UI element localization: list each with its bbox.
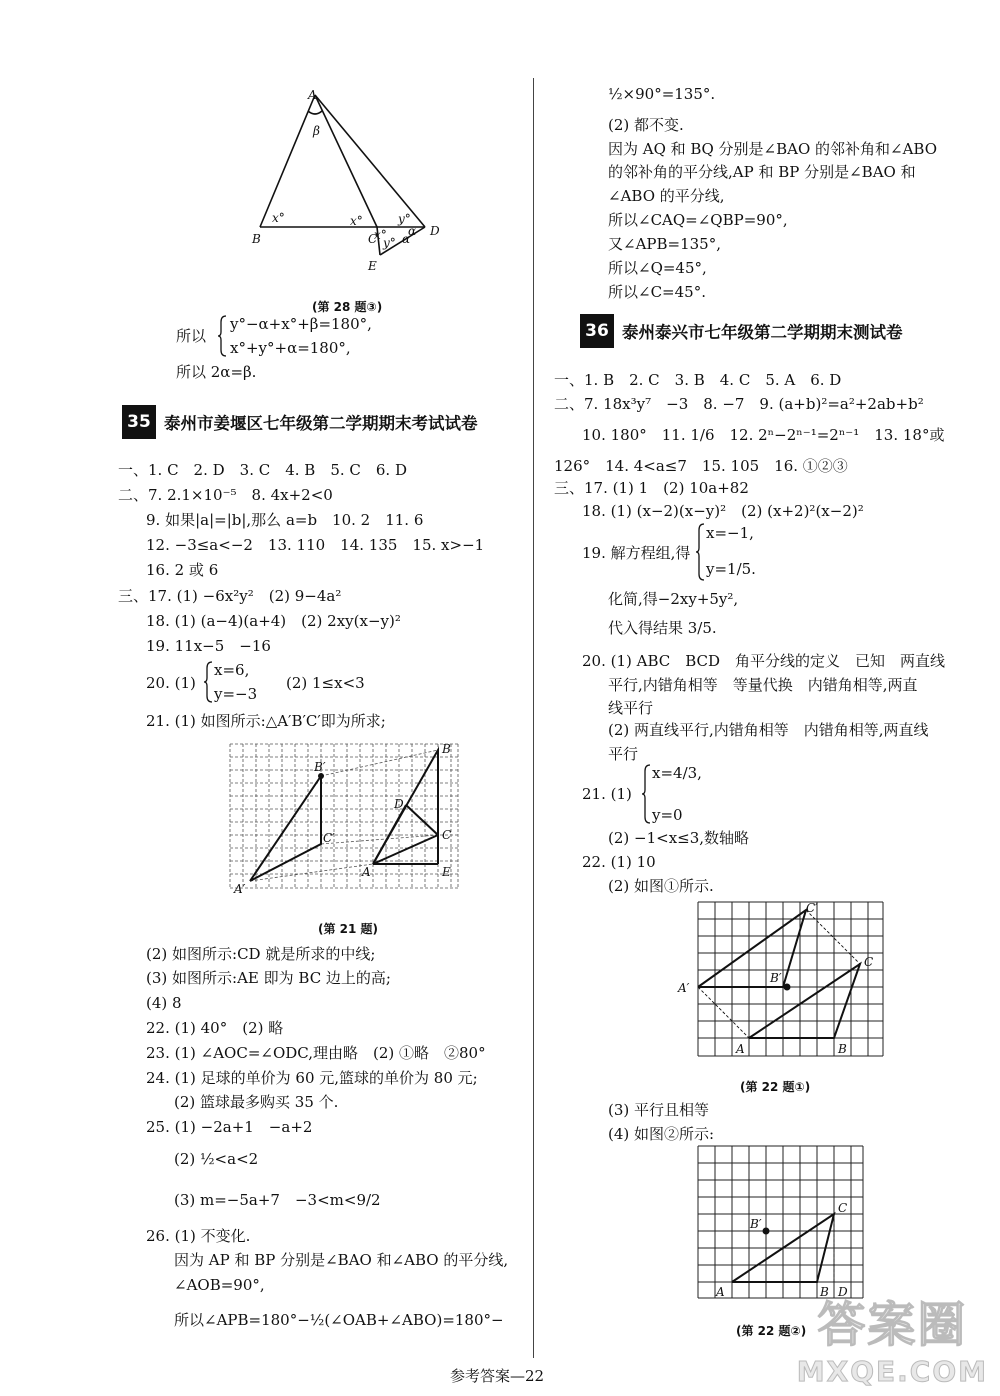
answer-line: 20. (1) [146, 674, 196, 692]
system-line-1: x=4/3, [652, 764, 702, 782]
label-alpha1: α [408, 224, 417, 238]
label-B: B [820, 1285, 829, 1299]
section-36-number: 36 [580, 314, 614, 348]
system-line-1: x=6, [214, 661, 250, 679]
label-C-prime: C′ [806, 901, 818, 915]
label-x1: x° [272, 211, 285, 225]
brace [696, 522, 706, 582]
answer-line: 23. (1) ∠AOC=∠ODC,理由略 (2) ①略 ②80° [146, 1044, 486, 1062]
label-D: D [394, 797, 404, 811]
answer-line: 平行,内错角相等 等量代换 内错角相等,两直 [608, 676, 918, 694]
label-y1: y° [398, 212, 411, 226]
answer-line: (3) 平行且相等 [608, 1101, 710, 1119]
watermark-top: 答案圈 [817, 1297, 968, 1353]
section-35-number: 35 [122, 405, 156, 439]
label-B: B [252, 232, 261, 246]
answer-line: 所以∠Q=45°, [608, 259, 707, 277]
answer-line: (2) 篮球最多购买 35 个. [174, 1093, 339, 1111]
label-alpha2: α [402, 232, 411, 246]
column-divider [533, 78, 534, 1358]
label-C: C [864, 955, 874, 969]
label-x3: x° [374, 228, 387, 242]
answer-line: 12. −3≤a<−2 13. 110 14. 135 15. x>−1 [146, 536, 485, 554]
answer-line: 又∠APB=135°, [608, 235, 721, 253]
label-D: D [838, 1285, 848, 1299]
answer-line: (2) 两直线平行,内错角相等 内错角相等,两直线 [608, 721, 929, 739]
answer-line: 22. (1) 10 [582, 853, 656, 871]
answer-line: 19. 解方程组,得 [582, 544, 691, 562]
system-line-1: x=−1, [706, 524, 754, 542]
section-36-title: 泰州泰兴市七年级第二学期期末测试卷 [622, 323, 903, 342]
label-A-prime: A′ [678, 981, 690, 995]
answer-line: 化简,得−2xy+5y², [608, 590, 739, 608]
answer-line: 所以∠APB=180°−½(∠OAB+∠ABO)=180°− [174, 1311, 504, 1329]
system-line-2: y=0 [652, 806, 683, 824]
label-A: A [362, 865, 371, 879]
label-C: C [442, 828, 452, 842]
section-35-title: 泰州市姜堰区七年级第二学期期末考试试卷 [164, 414, 478, 433]
answer-line: (4) 8 [146, 994, 182, 1012]
answer-line: 9. 如果|a|=|b|,那么 a=b 10. 2 11. 6 [146, 511, 424, 529]
label-C-prime: C′ [323, 831, 335, 845]
answer-line: 因为 AP 和 BP 分别是∠BAO 和∠ABO 的平分线, [174, 1251, 509, 1269]
brace [218, 314, 228, 358]
label-A: A [716, 1285, 725, 1299]
answer-line: 一、1. B 2. C 3. B 4. C 5. A 6. D [554, 371, 842, 389]
watermark-bottom: MXQE.COM [796, 1355, 988, 1388]
eq-conclusion: 所以 2α=β. [176, 363, 257, 381]
eq-prefix: 所以 [176, 327, 207, 345]
label-B-prime: B′ [750, 1217, 762, 1231]
fig22b-caption: (第 22 题②) [736, 1324, 807, 1338]
answer-line: 126° 14. 4<a≤7 15. 105 16. ①②③ [554, 457, 848, 475]
answer-line: 的邻补角的平分线,AP 和 BP 分别是∠BAO 和 [608, 163, 916, 181]
answer-line: 22. (1) 40° (2) 略 [146, 1019, 284, 1037]
answer-line: ∠ABO 的平分线, [608, 187, 725, 205]
answer-line: (2) 都不变. [608, 116, 684, 134]
label-E: E [442, 865, 451, 879]
answer-line: 20. (1) ABC BCD 角平分线的定义 已知 两直线 [582, 652, 946, 670]
answer-line: 代入得结果 3/5. [608, 619, 717, 637]
answer-line: ½×90°=135°. [608, 85, 716, 103]
label-E: E [368, 259, 377, 273]
answer-line: 18. (1) (a−4)(a+4) (2) 2xy(x−y)² [146, 612, 401, 630]
label-B: B [838, 1042, 847, 1056]
label-x2: x° [350, 214, 363, 228]
answer-line: 因为 AQ 和 BQ 分别是∠BAO 的邻补角和∠ABO [608, 140, 938, 158]
figure-22-2 [698, 1146, 868, 1306]
section-36-header [580, 314, 903, 348]
system-line-2: y=−3 [214, 685, 258, 703]
label-B-prime: B′ [770, 971, 782, 985]
answer-line: 二、7. 18x³y⁷ −3 8. −7 9. (a+b)²=a²+2ab+b² [554, 395, 924, 413]
brace [642, 763, 652, 825]
label-C: C [838, 1201, 848, 1215]
answer-line: 线平行 [608, 699, 654, 717]
label-B: B [442, 742, 451, 756]
figure-22-1 [680, 900, 890, 1060]
eq-line-2: x°+y°+α=180°, [230, 339, 351, 357]
eq-line-1: y°−α+x°+β=180°, [230, 315, 372, 333]
label-B-prime: B′ [314, 760, 326, 774]
answer-line: 10. 180° 11. 1/6 12. 2ⁿ−2ⁿ⁻¹=2ⁿ⁻¹ 13. 18°或 [582, 426, 945, 444]
answer-line: 25. (1) −2a+1 −a+2 [146, 1118, 313, 1136]
answer-line: (4) 如图②所示: [608, 1125, 715, 1143]
answer-line: 所以∠CAQ=∠QBP=90°, [608, 211, 788, 229]
right-column [540, 0, 1000, 1396]
label-A: A [308, 88, 317, 102]
page-footer: 参考答案—22 [450, 1367, 545, 1385]
label-A: A [736, 1042, 745, 1056]
fig21-caption: (第 21 题) [318, 922, 379, 936]
answer-line: (2) ½<a<2 [174, 1150, 259, 1168]
answer-line: 三、17. (1) −6x²y² (2) 9−4a² [118, 587, 342, 605]
answer-line: (2) 1≤x<3 [286, 674, 365, 692]
watermark [797, 1286, 988, 1388]
answer-line: 21. (1) [582, 785, 632, 803]
answer-line: ∠AOB=90°, [174, 1276, 265, 1294]
fig22a-caption: (第 22 题①) [740, 1080, 811, 1094]
brace [204, 660, 214, 704]
label-C: C [368, 232, 378, 246]
answer-line: 一、1. C 2. D 3. C 4. B 5. C 6. D [118, 461, 407, 479]
section-35-header [122, 405, 478, 439]
answer-line: 三、17. (1) 1 (2) 10a+82 [554, 479, 749, 497]
answer-line: 26. (1) 不变化. [146, 1227, 251, 1245]
figure-21 [230, 738, 462, 898]
answer-line: 21. (1) 如图所示:△A′B′C′即为所求; [146, 712, 386, 730]
answer-line: 二、7. 2.1×10⁻⁵ 8. 4x+2<0 [118, 486, 333, 504]
figure-28 [240, 85, 460, 275]
answer-line: 16. 2 或 6 [146, 561, 219, 579]
label-A-prime: A′ [234, 882, 246, 896]
label-beta: β [313, 124, 320, 138]
fig28-caption: (第 28 题③) [312, 300, 383, 314]
answer-line: (3) 如图所示:AE 即为 BC 边上的高; [146, 969, 391, 987]
answer-line: 平行 [608, 745, 639, 763]
answer-line: 所以∠C=45°. [608, 283, 706, 301]
label-y2: y° [383, 236, 396, 250]
answer-line: (2) 如图所示:CD 就是所求的中线; [146, 945, 376, 963]
answer-line: 19. 11x−5 −16 [146, 637, 271, 655]
label-D: D [430, 224, 440, 238]
system-line-2: y=1/5. [706, 560, 756, 578]
answer-line: (2) 如图①所示. [608, 877, 714, 895]
answer-line: 24. (1) 足球的单价为 60 元,篮球的单价为 80 元; [146, 1069, 478, 1087]
answer-line: 18. (1) (x−2)(x−y)² (2) (x+2)²(x−2)² [582, 502, 864, 520]
answer-line: (3) m=−5a+7 −3<m<9/2 [174, 1191, 381, 1209]
answer-line: (2) −1<x≤3,数轴略 [608, 829, 750, 847]
